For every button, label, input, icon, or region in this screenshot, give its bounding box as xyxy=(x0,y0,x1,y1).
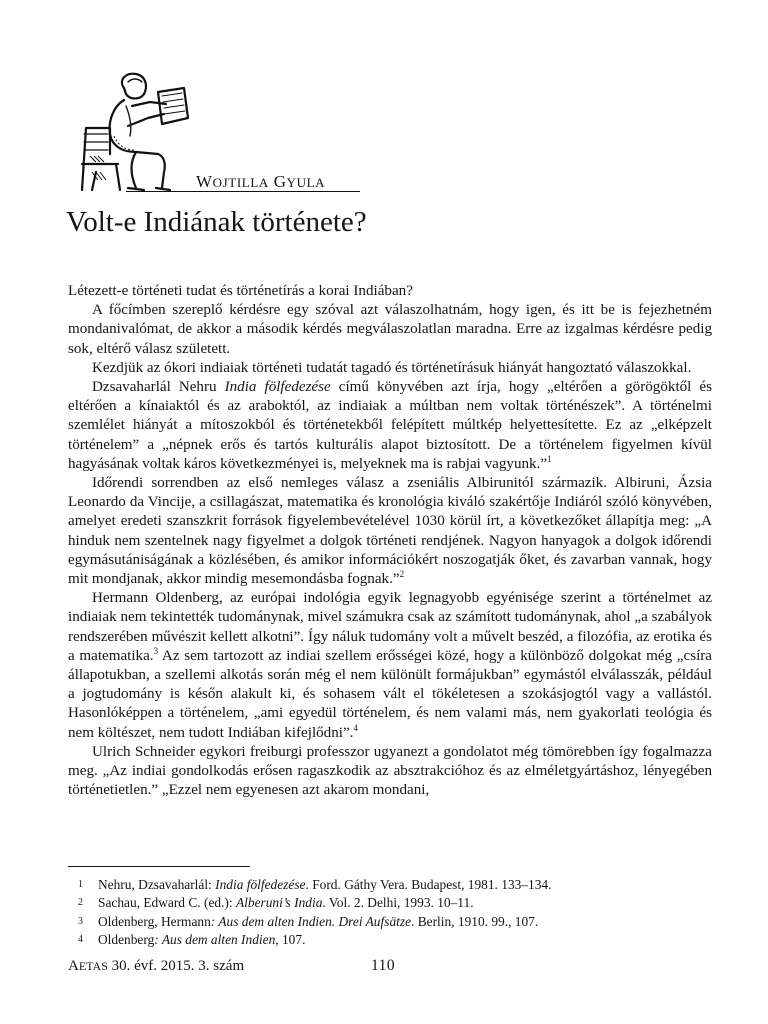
book-title: India fölfedezése xyxy=(224,379,331,396)
reader-vignette-illustration xyxy=(66,72,194,194)
footnotes xyxy=(78,876,551,950)
paragraph: Létezett-e történeti tudat és történetírás a korai Indiában? xyxy=(68,283,413,299)
paragraph: A főcímben szereplő kérdésre egy szóval azt válaszolhatnám, hogy igen, és itt be is fejezhetném mondanivalómat, de akkor a második kérdés megválaszolatlan maradna. Erre az izgalmas kérdésre pedig sok, eltérő válasz született. xyxy=(68,302,712,357)
author-name: WOJTILLA GYULA xyxy=(196,172,326,191)
footnote: 2 Sachau, Edward C. (ed.): Alberuni’s India. Vol. 2. Delhi, 1993. 10–11. xyxy=(78,895,474,911)
paragraph: Időrendi sorrendben az első nemleges válasz a zseniális Albirunitól származik. Albiruni, Ázsia Leonardo da Vincije, a csillagászat, matematika és kronológia kiváló szakértője Indiáról szóló könyvében, amelyet eredeti szanszkrit források figyelembevételével 1030 körül írt, a következőket állapítja meg: „A hinduk nem szentelnek nagy figyelmet a dolgok történeti rendjének. Nagyon hanyagok a dolgok időrendi egymásutániságának a közlésében, és amikor információkért noszogatják őket, és zavarban vannak, hogy mit mondjanak, akkor mindig mesemondásba fognak.”$^2$ xyxy=(68,475,712,588)
footnote: 4 Oldenberg: Aus dem alten Indien, 107. xyxy=(78,932,306,948)
footnote-ref: 3 xyxy=(153,645,159,656)
paragraph: Dzsavaharlál Nehru India fölfedezése című könyvében azt írja, hogy „eltérően a görögöktől és eltérően a kínaiaktól és az araboktól, az indiaiak a múltban nem voltak történészek”. A történelmi szemlélet hiányát a mítoszokból és történetekből felépített múltkép helyettesítette. Ez az „elképzelt történelem” a „népnek erős és tartós kulturális alapot biztosított. De a történelem figyelmen kívül hagyásának voltak káros következményei is, melyeknek ma is rabjai vagyunk.”$^1$ xyxy=(68,379,712,472)
paragraph: Hermann Oldenberg, az európai indológia egyik legnagyobb egyénisége szerint a történelmet az indiaiak nem tekintették tudománynak, mivel számukra csak az számított tudománynak, ahol „a szabályok rendszerében művészit kellett alkotni”. Így náluk tudomány volt a művelt beszéd, a filozófia, az erotika és a matematika.$^3$ Az sem tartozott az indiai szellem erősségei közé, hogy a különböző dolgokat még „csíra állapotukban, a szellemi alkotás során még el nem különült formájukban” egymástól elválasszák, például a jogtudomány is későn alakult ki, és sohasem vált el tökéletesen a szokásjogtól vagy a vallástól. Hasonlóképpen a történelem, „ami egyedül történelem, és nem valami más, nem gyakorlati teológia és nem költészet, nem tudott Indiában kifejlődni”.$^4$ xyxy=(68,590,713,741)
footnote: 1 Nehru, Dzsavaharlál: India fölfedezése. Ford. Gáthy Vera. Budapest, 1981. 133–134. xyxy=(78,877,552,892)
journal-footer: AETAS 30. évf. 2015. 3. szám xyxy=(68,958,245,974)
article-title: Volt-e Indiának története? xyxy=(66,206,367,238)
paragraph: Kezdjük az ókori indiaiak történeti tudatát tagadó és történetírásuk hiányát hangoztató válaszokkal. xyxy=(92,359,692,376)
paragraph: Ulrich Schneider egykori freiburgi professzor ugyanezt a gondolatot még tömörebben így fogalmazza meg. „Az indiai gondolkodás erősen ragaszkodik az absztrakcióhoz és az elméletgyártáshoz, lényegében történetietlen.” „Ezzel nem egyenesen azt akarom mondani, xyxy=(68,743,712,799)
footnote-ref: 1 xyxy=(547,453,552,464)
page-number: 110 xyxy=(371,957,396,974)
footnote-rule xyxy=(68,866,250,867)
footnote-ref: 4 xyxy=(353,722,358,733)
footnote: 3 Oldenberg, Hermann: Aus dem alten Indien. Drei Aufsätze. Berlin, 1910. 99., 107. xyxy=(78,913,539,929)
footnote-ref: 2 xyxy=(399,569,405,580)
article-body xyxy=(68,282,712,800)
